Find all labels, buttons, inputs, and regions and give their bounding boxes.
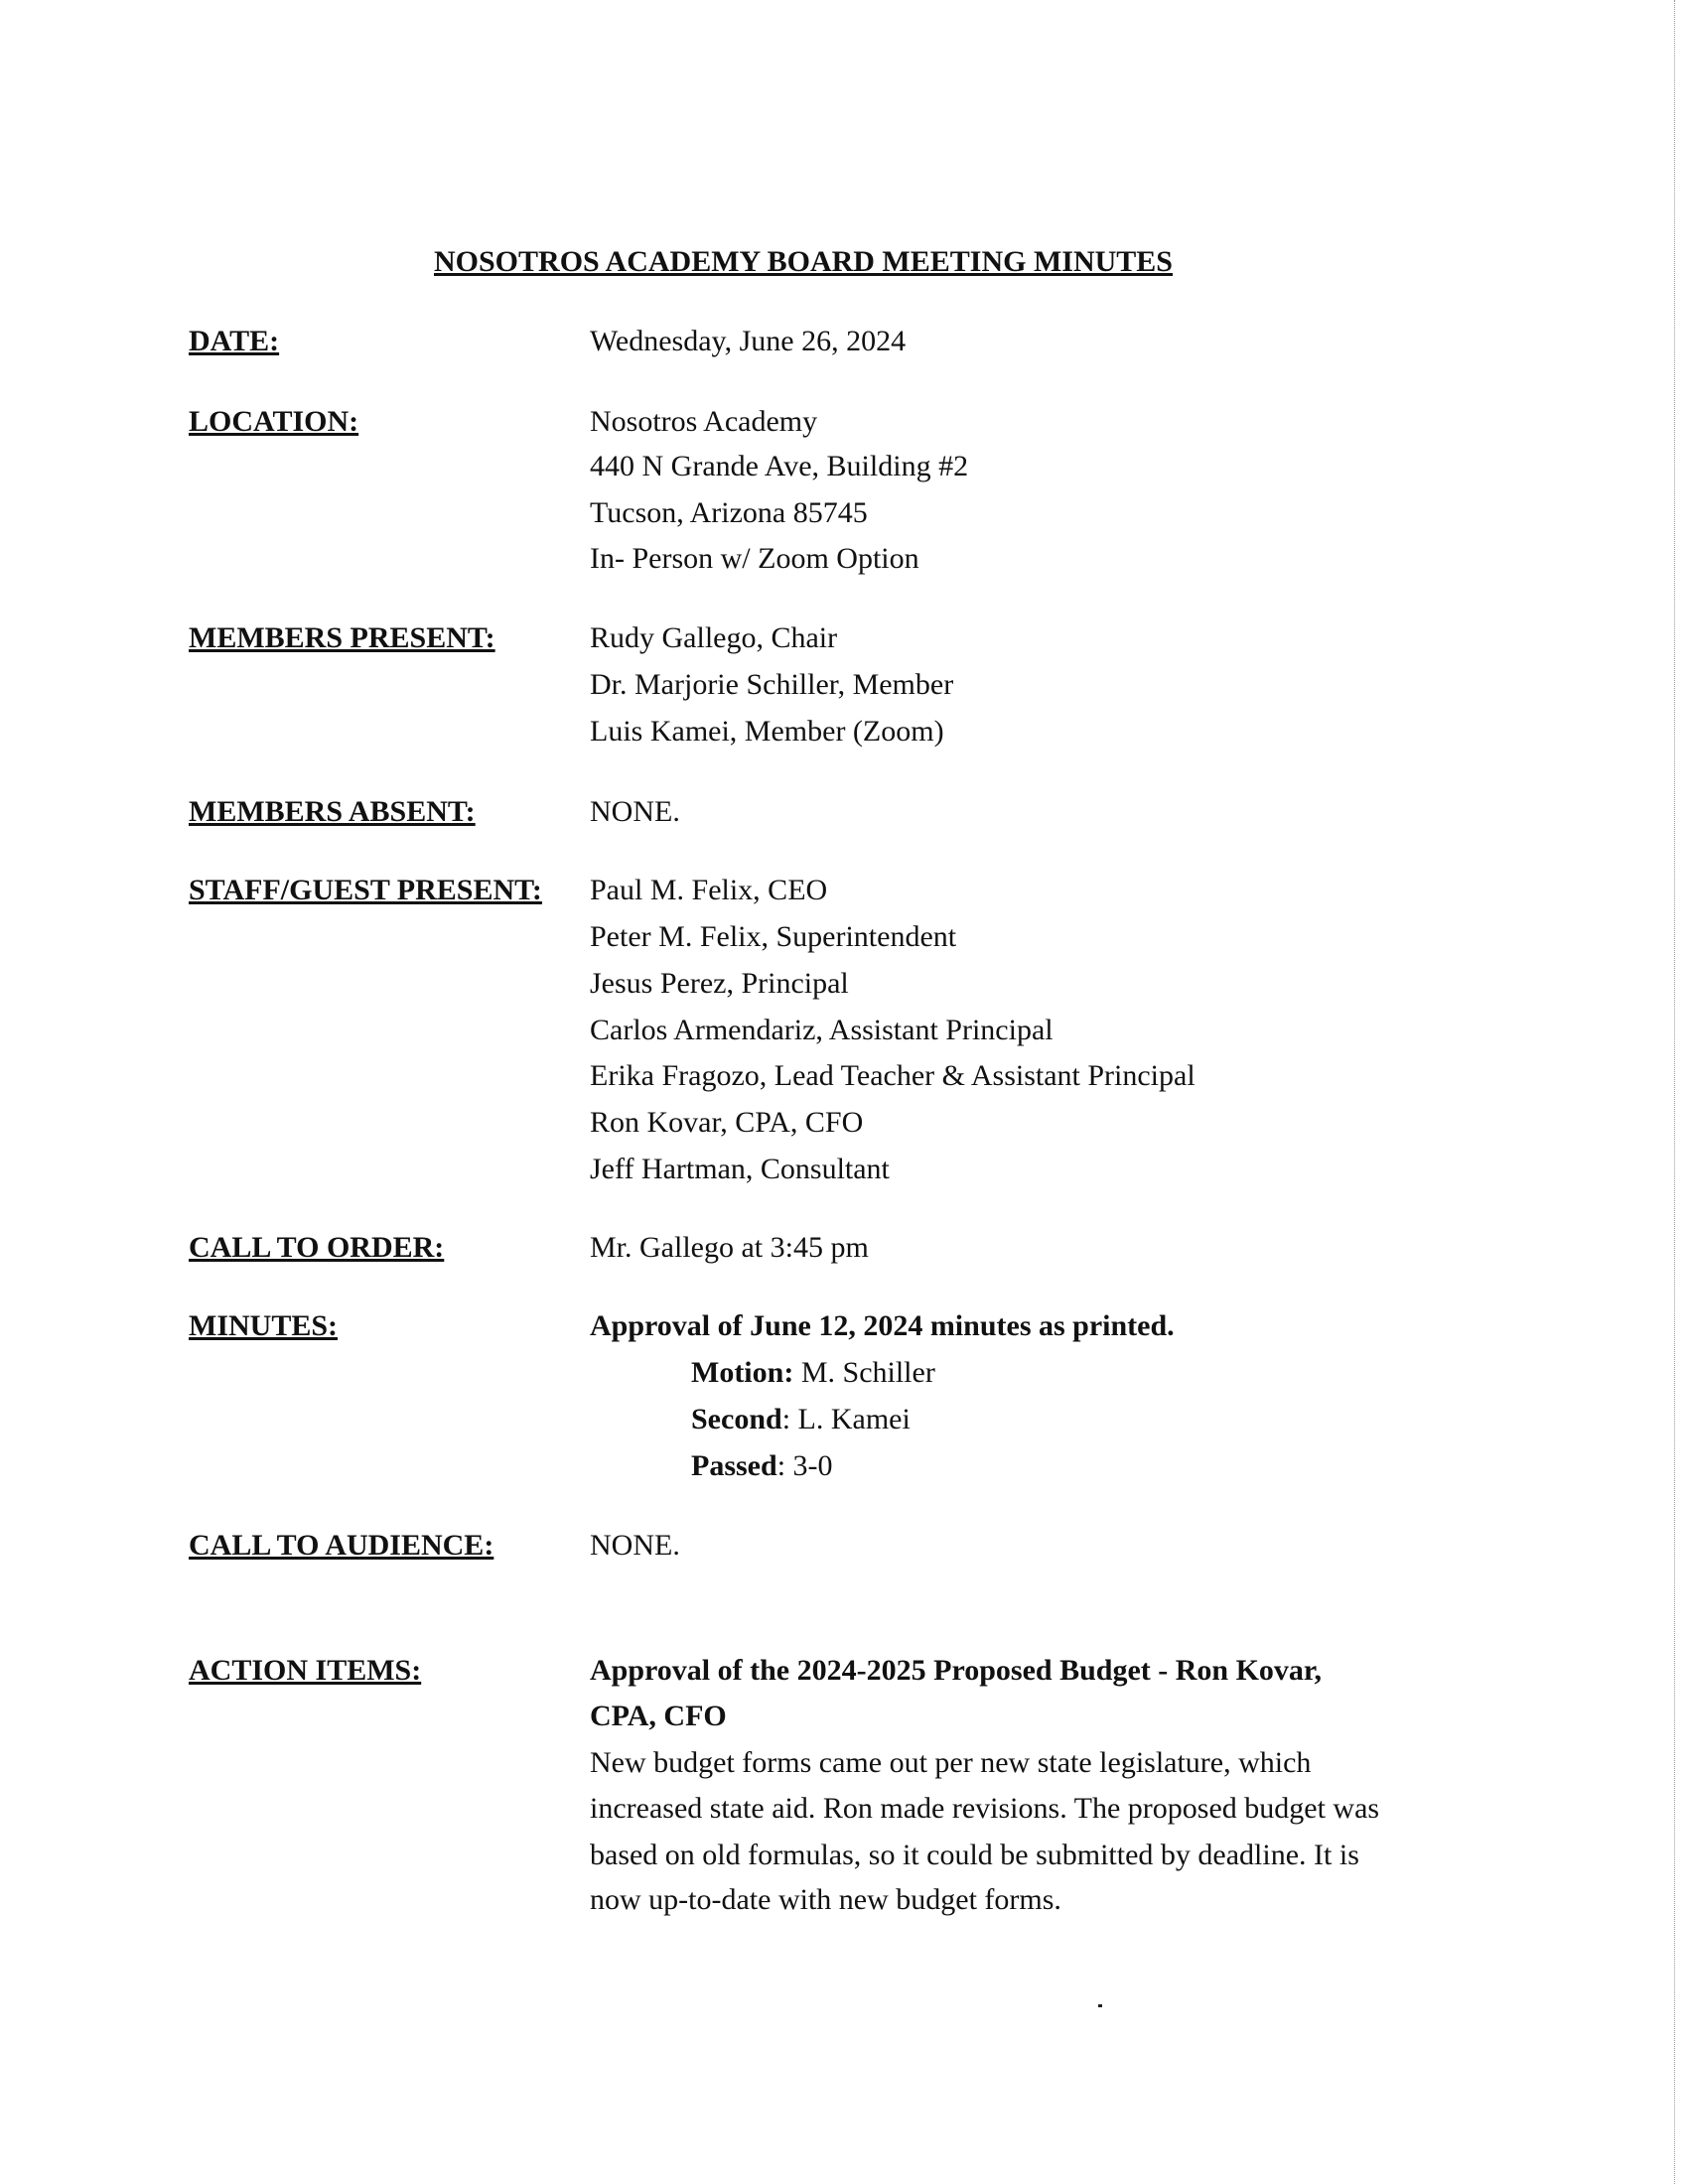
staff-guest-item: Ron Kovar, CPA, CFO xyxy=(590,1106,864,1139)
call-to-order-value: Mr. Gallego at 3:45 pm xyxy=(590,1231,869,1264)
action-item-body: New budget forms came out per new state legislature, which xyxy=(590,1746,1312,1779)
call-to-order-label: CALL TO ORDER: xyxy=(189,1231,445,1264)
staff-guest-label: STAFF/GUEST PRESENT: xyxy=(189,874,542,906)
location-line: 440 N Grande Ave, Building #2 xyxy=(590,450,969,482)
staff-guest-item: Jeff Hartman, Consultant xyxy=(590,1153,890,1185)
call-to-audience-value: NONE. xyxy=(590,1529,680,1562)
page-edge-divider xyxy=(1674,0,1675,2184)
motion-value: M. Schiller xyxy=(793,1356,935,1389)
minutes-label: MINUTES: xyxy=(189,1309,339,1342)
second-line xyxy=(691,1402,911,1437)
action-item-body: now up-to-date with new budget forms. xyxy=(590,1883,1061,1916)
action-item-heading: CPA, CFO xyxy=(590,1700,727,1732)
member-present: Luis Kamei, Member (Zoom) xyxy=(590,715,944,748)
location-line: Tucson, Arizona 85745 xyxy=(590,496,868,529)
date-label: DATE: xyxy=(189,325,280,357)
staff-guest-item: Paul M. Felix, CEO xyxy=(590,874,828,906)
passed-value: : 3-0 xyxy=(776,1449,833,1482)
second-key: Second xyxy=(691,1403,782,1435)
date-value: Wednesday, June 26, 2024 xyxy=(590,325,907,357)
staff-guest-item: Erika Fragozo, Lead Teacher & Assistant Principal xyxy=(590,1059,1196,1092)
location-line: Nosotros Academy xyxy=(590,405,818,438)
action-items-label: ACTION ITEMS: xyxy=(189,1654,422,1687)
staff-guest-item: Peter M. Felix, Superintendent xyxy=(590,920,957,953)
action-item-body: based on old formulas, so it could be submitted by deadline. It is xyxy=(590,1839,1359,1871)
member-present: Dr. Marjorie Schiller, Member xyxy=(590,668,954,701)
location-line: In- Person w/ Zoom Option xyxy=(590,542,919,575)
motion-line xyxy=(691,1355,935,1391)
action-item-body: increased state aid. Ron made revisions. The proposed budget was xyxy=(590,1792,1380,1825)
staff-guest-item: Jesus Perez, Principal xyxy=(590,967,849,1000)
scan-speck xyxy=(1098,2004,1102,2007)
page-title: NOSOTROS ACADEMY BOARD MEETING MINUTES xyxy=(434,245,1173,278)
location-label: LOCATION: xyxy=(189,405,359,438)
motion-key: Motion: xyxy=(691,1356,794,1389)
members-absent-label: MEMBERS ABSENT: xyxy=(189,795,476,828)
action-item-heading: Approval of the 2024-2025 Proposed Budget - Ron Kovar, xyxy=(590,1654,1322,1687)
second-value: : L. Kamei xyxy=(781,1403,911,1435)
call-to-audience-label: CALL TO AUDIENCE: xyxy=(189,1529,494,1562)
member-present: Rudy Gallego, Chair xyxy=(590,621,838,654)
passed-key: Passed xyxy=(691,1449,777,1482)
passed-line xyxy=(691,1448,833,1484)
members-absent-value: NONE. xyxy=(590,795,680,828)
staff-guest-item: Carlos Armendariz, Assistant Principal xyxy=(590,1014,1054,1046)
minutes-heading: Approval of June 12, 2024 minutes as printed. xyxy=(590,1309,1175,1342)
members-present-label: MEMBERS PRESENT: xyxy=(189,621,495,654)
